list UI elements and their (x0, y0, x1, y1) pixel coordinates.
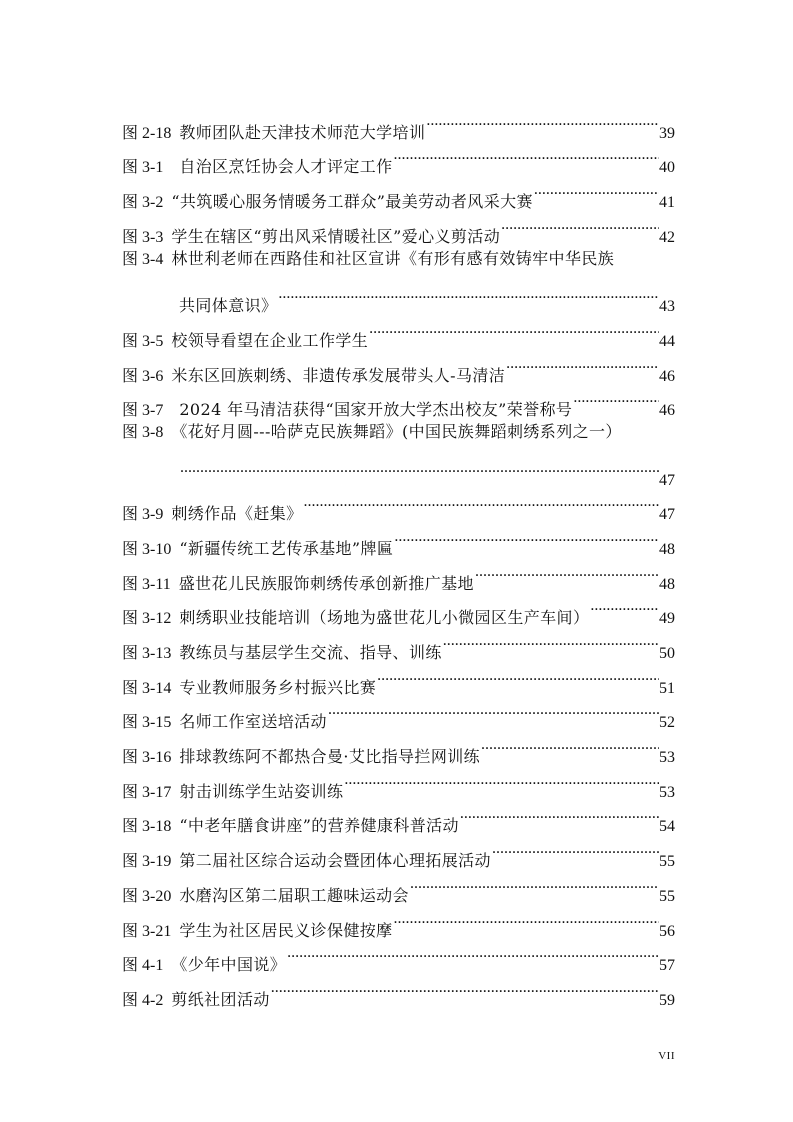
dot-leader (376, 658, 659, 693)
figure-title: 剪纸社团活动 (171, 989, 270, 1009)
dot-leader (409, 866, 659, 901)
figure-title: 校领导看望在企业工作学生 (171, 330, 369, 350)
figure-list (122, 103, 675, 1009)
figure-title: 学生为社区居民义诊保健按摩 (179, 920, 393, 940)
dot-leader (474, 554, 659, 589)
figure-title: 刺绣作品《赶集》 (171, 504, 303, 524)
page-number: 48 (659, 575, 675, 593)
dot-leader (277, 276, 659, 311)
page-footer-number: VII (658, 1050, 675, 1062)
figure-number: 图 3-6 (122, 367, 164, 385)
figure-title: 盛世花儿民族服饰刺绣传承创新推广基地 (178, 573, 474, 593)
page-number: 59 (659, 991, 675, 1009)
page-number: 53 (659, 783, 675, 801)
figure-number: 图 3-14 (122, 679, 172, 697)
figure-title: 教师团队赴天津技术师范大学培训 (179, 122, 426, 142)
figure-title: “中老年膳食讲座”的营养健康科普活动 (179, 816, 459, 836)
figure-title: 《花好月圆---哈萨克民族舞蹈》(中国民族舞蹈刺绣系列之一） (171, 422, 622, 442)
dot-leader (393, 901, 659, 936)
figure-title: 名师工作室送培活动 (179, 712, 327, 732)
dot-leader (491, 831, 659, 866)
figure-number: 图 4-2 (122, 991, 164, 1009)
page-number: 46 (659, 402, 675, 420)
page-number: 40 (659, 159, 675, 177)
page-number: 43 (659, 298, 675, 316)
figure-number: 图 2-18 (122, 124, 172, 142)
page-number: 41 (659, 194, 675, 212)
page-number: 52 (659, 714, 675, 732)
figure-title: 排球教练阿不都热合曼·艾比指导拦网训练 (179, 747, 481, 767)
dot-leader (343, 762, 659, 797)
figure-number: 图 3-15 (122, 714, 172, 732)
figure-number: 图 3-16 (122, 749, 172, 767)
figure-title: 林世利老师在西路佳和社区宣讲《有形有感有效铸牢中华民族 (171, 248, 615, 268)
list-item[interactable] (122, 485, 675, 524)
figure-number: 图 3-8 (122, 424, 164, 442)
figure-number: 图 3-9 (122, 506, 164, 524)
page-number: 57 (659, 957, 675, 975)
dot-leader (459, 797, 659, 832)
figure-title: 射击训练学生站姿训练 (179, 781, 344, 801)
figure-number: 图 3-17 (122, 783, 172, 801)
dot-leader (270, 970, 659, 1005)
page-number: 42 (659, 228, 675, 246)
list-item[interactable] (122, 242, 675, 277)
page-number: 50 (659, 645, 675, 662)
figure-title: “共筑暖心服务情暖务工群众”最美劳动者风采大赛 (171, 192, 533, 212)
dot-leader (179, 450, 659, 485)
page-number: 51 (659, 679, 675, 697)
figure-number: 图 3-1 (122, 159, 164, 177)
figure-title: 米东区回族刺绣、非遗传承发展带头人-马清洁 (171, 365, 506, 385)
figure-number: 图 3-11 (122, 575, 171, 593)
dot-leader (425, 103, 659, 138)
list-item-continuation[interactable] (122, 276, 675, 316)
dot-leader (505, 346, 659, 381)
page-number: 49 (659, 610, 675, 628)
figure-title: “新疆传统工艺传承基地”牌匾 (179, 538, 394, 558)
page-number: 46 (659, 367, 675, 385)
list-item[interactable] (122, 103, 675, 142)
page-number: 53 (659, 749, 675, 767)
dot-leader (589, 589, 659, 624)
figure-title: 水磨沟区第二届职工趣味运动会 (179, 885, 409, 905)
figure-number: 图 3-2 (122, 194, 164, 212)
page-number: 56 (659, 922, 675, 940)
page-number: 47 (659, 471, 675, 489)
dot-leader (442, 623, 659, 658)
figure-title: 《少年中国说》 (171, 955, 287, 975)
figure-title-continued: 共同体意识》 (179, 296, 278, 316)
dot-leader (393, 138, 659, 173)
figure-number: 图 3-12 (122, 610, 172, 628)
figure-number: 图 3-5 (122, 332, 164, 350)
dot-leader (480, 727, 659, 762)
page-number: 55 (659, 887, 675, 905)
figure-number: 图 3-3 (122, 228, 164, 246)
figure-number: 图 4-1 (122, 957, 164, 975)
page-number: 48 (659, 540, 675, 558)
figure-number: 图 3-7 (122, 402, 164, 420)
figure-title: 专业教师服务乡村振兴比赛 (179, 677, 377, 697)
dot-leader (393, 519, 659, 554)
page-number: 39 (659, 124, 675, 142)
dot-leader (303, 485, 659, 520)
dot-leader (533, 172, 659, 207)
dot-leader (327, 693, 659, 728)
page-number: 47 (659, 506, 675, 524)
list-item-continuation[interactable] (122, 450, 675, 489)
dot-leader (286, 936, 659, 971)
dot-leader (368, 311, 659, 346)
figure-number: 图 3-21 (122, 922, 172, 940)
page-number: 55 (659, 853, 675, 871)
figure-title: 2024 年马清洁获得“国家开放大学杰出校友”荣誉称号 (179, 400, 573, 420)
figure-title: 第二届社区综合运动会暨团体心理拓展活动 (179, 851, 491, 871)
figure-title: 教练员与基层学生交流、指导、训练 (179, 643, 442, 662)
figure-number: 图 3-18 (122, 818, 172, 836)
page-number: 44 (659, 332, 675, 350)
figure-number: 图 3-13 (122, 645, 172, 662)
figure-title: 自治区烹饪协会人才评定工作 (179, 157, 393, 177)
figure-title: 刺绣职业技能培训（场地为盛世花儿小微园区生产车间） (179, 608, 590, 628)
figure-number: 图 3-10 (122, 540, 172, 558)
figure-title: 学生在辖区“剪出风采情暖社区”爱心义剪活动 (171, 226, 501, 246)
dot-leader (500, 207, 659, 242)
figure-number: 图 3-19 (122, 853, 172, 871)
list-item[interactable] (122, 415, 675, 450)
figure-number: 图 3-20 (122, 887, 172, 905)
dot-leader (572, 381, 659, 416)
figure-number: 图 3-4 (122, 250, 164, 268)
page-number: 54 (659, 818, 675, 836)
